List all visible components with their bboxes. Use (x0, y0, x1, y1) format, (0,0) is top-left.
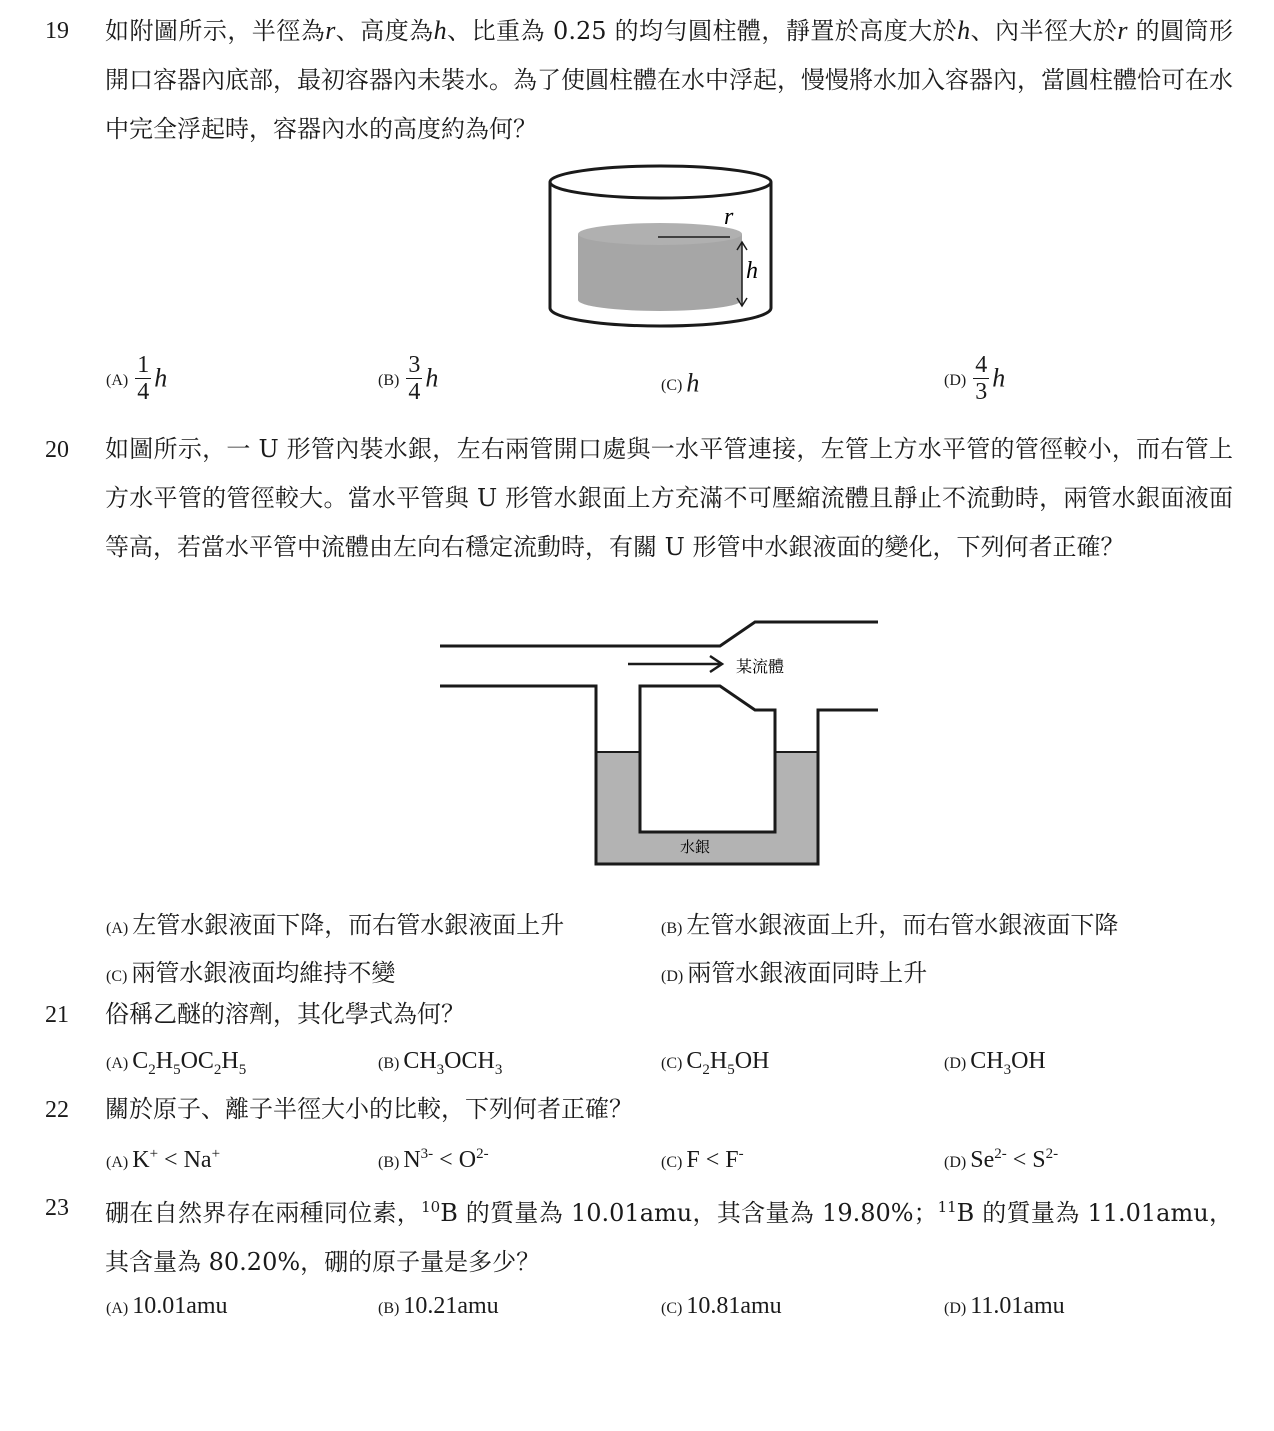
option-b[interactable]: (B) 左管水銀液面上升，而右管水銀液面下降 (661, 911, 1119, 939)
option-d[interactable]: (D) $\frac{4}{3}$ h (944, 352, 1006, 405)
question-number: 20 (45, 437, 69, 463)
option-b[interactable]: (B) $CH_3OCH_3$ (378, 1048, 503, 1078)
cylinder-container-figure (540, 160, 780, 330)
radius-label: r (724, 204, 734, 230)
fraction: $\frac{1}{4}$ (137, 352, 150, 405)
option-c[interactable]: (C) 兩管水銀液面均維持不變 (106, 959, 396, 987)
height-label: h (746, 258, 758, 284)
option-a[interactable]: (A) 左管水銀液面下降，而右管水銀液面上升 (106, 911, 565, 939)
fluid-label: 某流體 (736, 657, 785, 676)
mercury-label: 水銀 (680, 838, 711, 856)
question-text: 關於原子、離子半徑大小的比較，下列何者正確？ (105, 1095, 633, 1123)
option-a[interactable]: (A) 10.01amu (106, 1293, 228, 1319)
question-number: 21 (45, 1002, 69, 1028)
question-text: 如圖所示，一 U 形管內裝水銀，左右兩管開口處與一水平管連接，左管上方水平管的管徑較小，而右管上方水平管的管徑較大。當水平管與 U 形管水銀面上方充滿不可壓縮流體且靜止不流動時，兩管水銀面液面等高，若當水平管中流體由左向右穩定流動時，有關 U 形管中水銀液面的變化，下列何者正確？ (105, 435, 1233, 561)
question-text: 俗稱乙醚的溶劑，其化學式為何？ (105, 1000, 465, 1028)
option-d[interactable]: (D) $Se^{2-} < S^{2-}$ (944, 1146, 1059, 1173)
option-c[interactable]: (C) $C_2H_5OH$ (661, 1048, 770, 1078)
fraction: $\frac{4}{3}$ (975, 352, 988, 405)
fraction: $\frac{3}{4}$ (408, 352, 421, 405)
option-a[interactable]: (A) $C_2H_5OC_2H_5$ (106, 1048, 247, 1078)
u-tube-inner-wall (640, 686, 775, 832)
container-rim (550, 166, 771, 198)
option-d[interactable]: (D) 11.01amu (944, 1293, 1065, 1319)
option-c[interactable]: (C) h (661, 368, 700, 398)
question-text: 硼在自然界存在兩種同位素，$^{10}$B 的質量為 10.01amu，其含量為 19.80%；$^{11}$B 的質量為 11.01amu，其含量為 80.20%，硼的原子量是多少？ (105, 1198, 1234, 1276)
u-tube-figure (430, 612, 890, 872)
question-number: 23 (45, 1195, 69, 1221)
question-number: 22 (45, 1097, 69, 1123)
option-d[interactable]: (D) $CH_3OH$ (944, 1048, 1046, 1078)
option-c[interactable]: (C) F < F- (661, 1146, 744, 1173)
tube-top-wall (440, 622, 878, 646)
option-a[interactable]: (A) K+ < Na+ (106, 1146, 221, 1173)
option-b[interactable]: (B) $N^{3-} < O^{2-}$ (378, 1146, 489, 1173)
question-text: 如附圖所示，半徑為r、高度為h、比重為 0.25 的均勻圓柱體，靜置於高度大於h、內半徑大於r 的圓筒形開口容器內底部，最初容器內未裝水。為了使圓柱體在水中浮起，慢慢將水加入容器內，當圓柱體恰可在水中完全浮起時，容器內水的高度約為何？ (105, 16, 1233, 143)
cylinder-top (578, 223, 742, 245)
cylinder-body (578, 234, 742, 311)
question-number: 19 (45, 18, 69, 44)
option-b[interactable]: (B) 10.21amu (378, 1293, 499, 1319)
option-b[interactable]: (B) $\frac{3}{4}$ h (378, 352, 439, 405)
option-d[interactable]: (D) 兩管水銀液面同時上升 (661, 959, 928, 987)
option-c[interactable]: (C) 10.81amu (661, 1293, 782, 1319)
option-a[interactable]: (A) $\frac{1}{4}$ h (106, 352, 168, 405)
